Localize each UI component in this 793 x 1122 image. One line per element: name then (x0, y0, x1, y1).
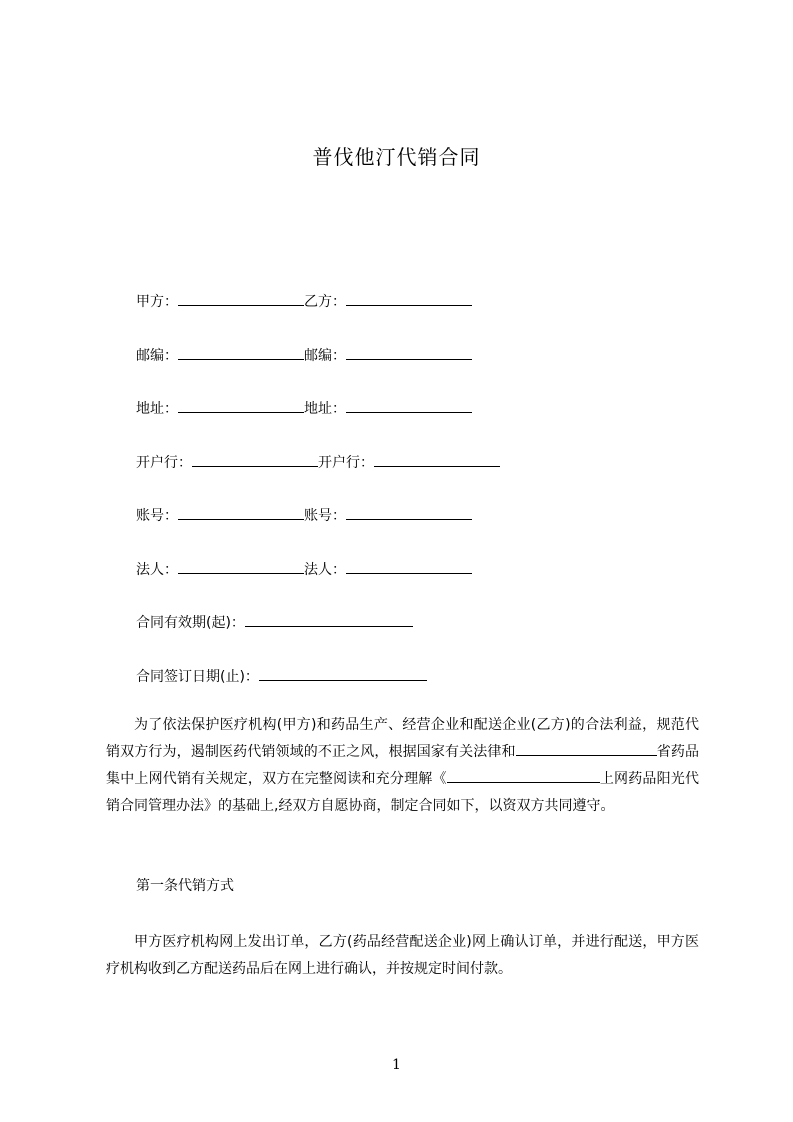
intro-blank-1 (516, 741, 562, 756)
bank-row (136, 452, 500, 473)
party-row (136, 291, 472, 312)
article-1-heading: 第一条代销方式 (136, 878, 234, 894)
sign-date-row (136, 666, 427, 687)
page-number: 1 (392, 1057, 401, 1073)
legal-row (136, 559, 472, 580)
party-b-label: 乙方： (304, 294, 346, 310)
account-a-blank (178, 505, 304, 520)
account-b-label: 账号： (304, 508, 346, 524)
bank-b-label: 开户行： (318, 455, 374, 471)
document-title: 普伐他汀代销合同 (312, 145, 481, 169)
account-a-label: 账号： (136, 508, 178, 524)
party-a-blank (178, 291, 304, 306)
intro-text-3: 上网药品阳光代销合同管理办法》的基础上,经双方自愿协商，制定合同如下，以资双方共同遵守。 (106, 771, 700, 814)
intro-blank-1b (562, 741, 657, 756)
valid-from-label: 合同有效期(起)： (136, 615, 245, 631)
address-b-label: 地址： (304, 401, 346, 417)
intro-text-2: 省药品集中上网代销有关规定，双方在完整阅读和充分理解《 (106, 744, 699, 787)
intro-blank-2b (497, 768, 600, 783)
article-1-body: 甲方医疗机构网上发出订单，乙方(药品经营配送企业)网上确认订单，并进行配送，甲方医疗机构收到乙方配送药品后在网上进行确认，并按规定时间付款。 (106, 934, 699, 977)
postcode-b-label: 邮编： (304, 348, 346, 364)
postcode-a-label: 邮编： (136, 348, 178, 364)
intro-text-1: 为了依法保护医疗机构(甲方)和药品生产、经营企业和配送企业(乙方)的合法利益，规范代销双方行为，遏制医药代销领域的不正之风，根据国家有关法律和 (106, 717, 699, 760)
bank-b-blank (374, 452, 500, 467)
address-a-blank (178, 398, 304, 413)
sign-date-blank (259, 666, 427, 681)
intro-paragraph (106, 712, 699, 820)
party-a-label: 甲方： (136, 294, 178, 310)
bank-a-blank (192, 452, 318, 467)
bank-a-label: 开户行： (136, 455, 192, 471)
address-b-blank (346, 398, 472, 413)
valid-from-row (136, 612, 413, 633)
address-a-label: 地址： (136, 401, 178, 417)
legal-a-blank (178, 559, 304, 574)
legal-a-label: 法人： (136, 562, 178, 578)
sign-date-label: 合同签订日期(止)： (136, 669, 259, 685)
party-b-blank (346, 291, 472, 306)
address-row (136, 398, 472, 419)
account-row (136, 505, 472, 526)
legal-b-blank (346, 559, 472, 574)
legal-b-label: 法人： (304, 562, 346, 578)
valid-from-blank (245, 612, 413, 627)
account-b-blank (346, 505, 472, 520)
postcode-row (136, 345, 472, 366)
postcode-b-blank (346, 345, 472, 360)
postcode-a-blank (178, 345, 304, 360)
intro-blank-2 (447, 768, 497, 783)
